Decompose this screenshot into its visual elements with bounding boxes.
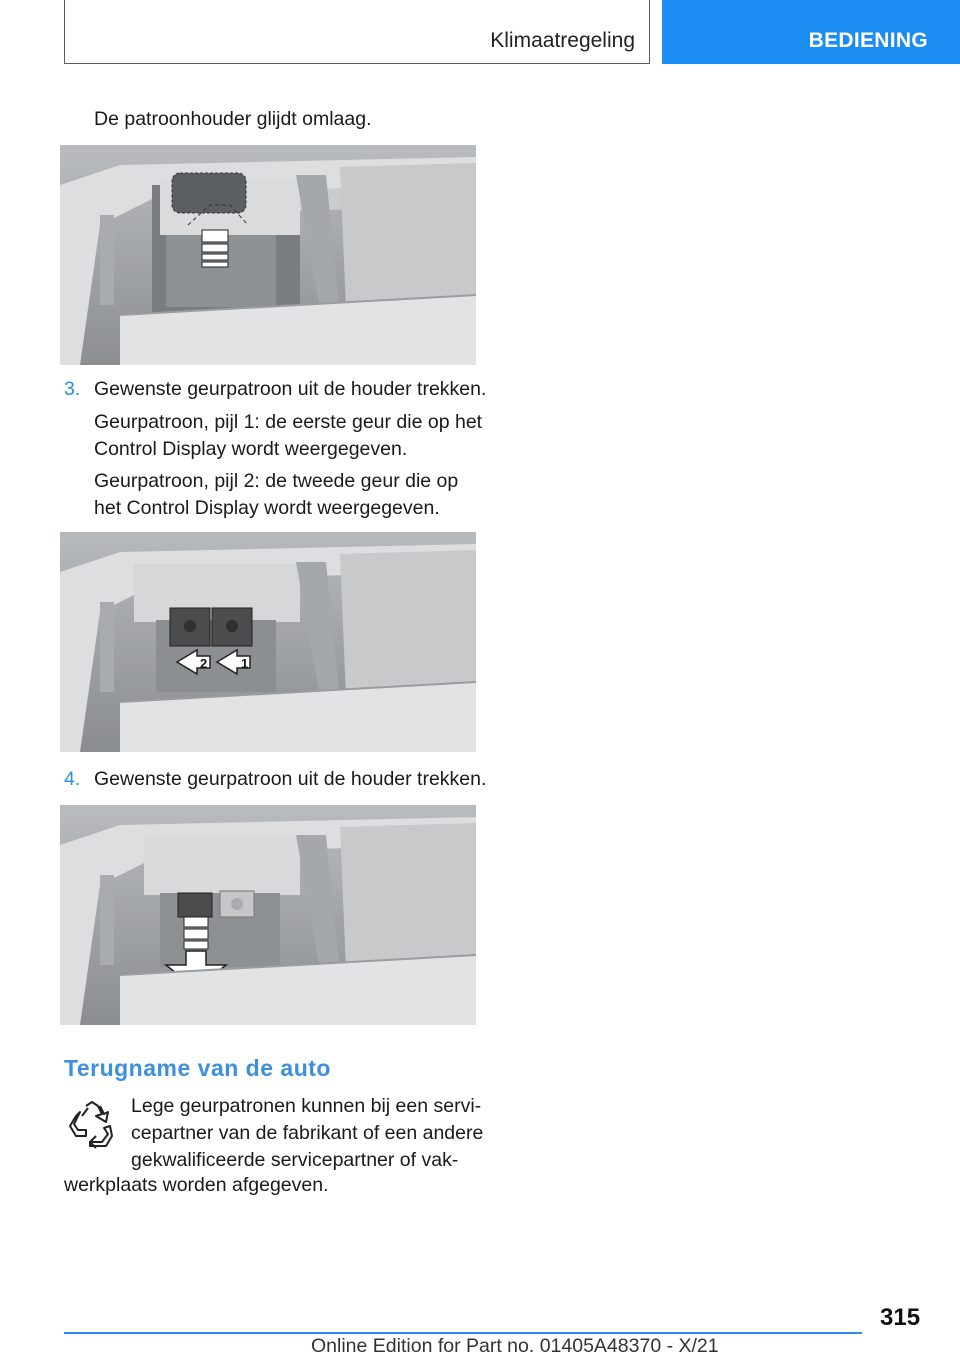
figure-cartridge-removed	[60, 805, 476, 1025]
step-3-note-1-line-2: Control Display wordt weergegeven.	[94, 438, 408, 460]
footer-edition-text: Online Edition for Part no. 01405A48370 - X/21	[311, 1335, 719, 1357]
header-chapter-title: BEDIENING	[808, 29, 928, 52]
recycling-icon	[66, 1098, 118, 1150]
step-3-note-2-line-2: het Control Display wordt weergegeven.	[94, 497, 440, 519]
step-3-number: 3.	[64, 378, 81, 400]
figure-cartridges-arrows	[60, 532, 476, 752]
section-text-line-2: cepartner van de fabrikant of een andere	[131, 1122, 484, 1144]
section-text-line-1: Lege geurpatronen kunnen bij een servi-	[131, 1095, 482, 1117]
figure-cartridge-removed-image	[60, 805, 476, 1025]
figure-holder-slides-down-image	[60, 145, 476, 365]
header-chapter-tab	[662, 0, 960, 64]
page-number: 315	[880, 1304, 921, 1331]
figure-holder-slides-down	[60, 145, 476, 365]
header-section-title: Klimaatregeling	[490, 29, 635, 52]
step-3-text: Gewenste geurpatroon uit de houder trekken.	[94, 378, 487, 400]
section-text-line-3: gekwalificeerde servicepartner of vak-	[131, 1149, 459, 1171]
header-section-box	[64, 0, 650, 64]
step-4-text: Gewenste geurpatroon uit de houder trekken.	[94, 768, 487, 790]
step-3-note-1-line-1: Geurpatroon, pijl 1: de eerste geur die op het	[94, 411, 483, 433]
footer-divider	[64, 1332, 862, 1334]
section-text-line-4: werkplaats worden afgegeven.	[64, 1174, 329, 1196]
step-3-note-2-line-1: Geurpatroon, pijl 2: de tweede geur die op	[94, 470, 459, 492]
section-heading: Terugname van de auto	[64, 1055, 331, 1081]
intro-text: De patroonhouder glijdt omlaag.	[94, 108, 372, 130]
figure-cartridges-arrows-image	[60, 532, 476, 752]
arrow-label-2: 2	[200, 656, 208, 671]
arrow-label-1: 1	[241, 656, 249, 671]
step-4-number: 4.	[64, 768, 81, 790]
